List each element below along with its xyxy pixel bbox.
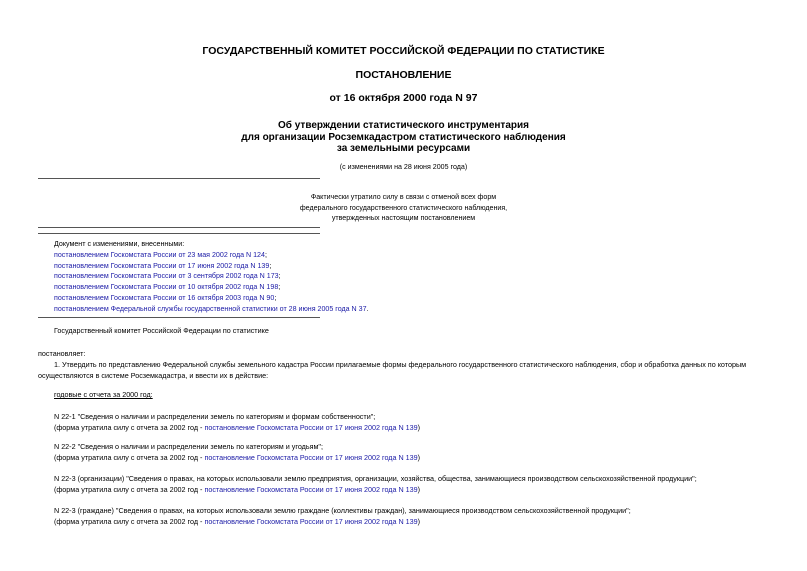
form-note-prefix: (форма утратила силу с отчета за 2002 год - bbox=[54, 485, 205, 494]
document-type: ПОСТАНОВЛЕНИЕ bbox=[355, 69, 452, 81]
form-note-suffix: ) bbox=[417, 453, 421, 462]
form-note bbox=[54, 453, 420, 462]
form-name: N 22-3 (организации) "Сведения о правах, на которых использовали землю предприятия, организации, хозяйства, общества, занимающиеся производством сельскохозяйственной продукции"; bbox=[54, 474, 697, 483]
form-note-prefix: (форма утратила силу с отчета за 2002 год - bbox=[54, 453, 205, 462]
change-item bbox=[54, 261, 369, 272]
status-line: федерального государственного статистического наблюдения, bbox=[299, 203, 508, 212]
status-line: Фактически утратило силу в связи с отменой всех форм bbox=[310, 193, 497, 201]
form-note-link[interactable]: постановление Госкомстата России от 17 июня 2002 года N 139 bbox=[204, 453, 418, 462]
item1-line: 1. Утвердить по представлению Федеральной службы земельного кадастра России прилагаемые формы федерального государственного статистического наблюдения, сбор и обработка данных по которым bbox=[54, 360, 747, 369]
change-item bbox=[54, 271, 369, 282]
change-suffix: ; bbox=[274, 293, 277, 302]
form-note bbox=[54, 485, 420, 494]
changes-block bbox=[54, 239, 369, 315]
change-suffix: ; bbox=[264, 250, 267, 259]
change-link[interactable]: постановлением Госкомстата России от 10 октября 2002 года N 198 bbox=[54, 283, 279, 292]
form-note bbox=[54, 517, 420, 526]
title-line: за земельными ресурсами bbox=[336, 143, 471, 154]
form-note-link[interactable]: постановление Госкомстата России от 17 июня 2002 года N 139 bbox=[204, 485, 418, 494]
form-name: N 22-1 "Сведения о наличии и распределении земель по категориям и формам собственности"; bbox=[54, 412, 376, 421]
divider bbox=[38, 178, 320, 179]
decrees-line: постановляет: bbox=[38, 349, 86, 358]
change-link[interactable]: постановлением Госкомстата России от 3 сентября 2002 года N 173 bbox=[54, 272, 279, 281]
issuing-authority: ГОСУДАРСТВЕННЫЙ КОМИТЕТ РОССИЙСКОЙ ФЕДЕРАЦИИ ПО СТАТИСТИКЕ bbox=[202, 45, 605, 57]
status-line: утвержденных настоящим постановлением bbox=[331, 214, 476, 222]
divider bbox=[38, 227, 320, 228]
form-note-suffix: ) bbox=[417, 517, 421, 526]
change-item bbox=[54, 282, 369, 293]
title-line: для организации Росземкадастром статистического наблюдения bbox=[241, 131, 566, 143]
form-note-link[interactable]: постановление Госкомстата России от 17 июня 2002 года N 139 bbox=[204, 517, 418, 526]
form-note-prefix: (форма утратила силу с отчета за 2002 год - bbox=[54, 517, 205, 526]
change-link[interactable]: постановлением Госкомстата России от 16 октября 2003 года N 90 bbox=[54, 293, 275, 302]
form-note-suffix: ) bbox=[417, 423, 421, 432]
form-note-link[interactable]: постановление Госкомстата России от 17 июня 2002 года N 139 bbox=[204, 423, 418, 432]
change-suffix: . bbox=[366, 304, 369, 313]
change-item bbox=[54, 250, 369, 261]
form-note bbox=[54, 423, 420, 432]
change-item bbox=[54, 293, 369, 304]
change-link[interactable]: постановлением Госкомстата России от 17 июня 2002 года N 139 bbox=[54, 261, 270, 270]
change-suffix: ; bbox=[278, 272, 281, 281]
changes-intro: Документ с изменениями, внесенными: bbox=[54, 240, 185, 248]
change-suffix: ; bbox=[269, 261, 272, 270]
status-note bbox=[0, 192, 807, 224]
form-note-prefix: (форма утратила силу с отчета за 2002 год - bbox=[54, 423, 205, 432]
form-note-suffix: ) bbox=[417, 485, 421, 494]
divider bbox=[38, 233, 320, 234]
change-suffix: ; bbox=[278, 283, 281, 292]
form-name: N 22-2 "Сведения о наличии и распределении земель по категориям и угодьям"; bbox=[54, 442, 323, 451]
change-link[interactable]: постановлением Федеральной службы государственной статистики от 28 июня 2005 года N 37 bbox=[54, 304, 367, 313]
document-title bbox=[0, 120, 807, 155]
change-item bbox=[54, 304, 369, 315]
annual-heading: годовые с отчета за 2000 год: bbox=[54, 390, 153, 399]
divider bbox=[38, 317, 320, 318]
issuer-line: Государственный комитет Российской Федерации по статистике bbox=[54, 326, 269, 335]
amendment-note: (с изменениями на 28 июня 2005 года) bbox=[339, 163, 468, 171]
document-date-number: от 16 октября 2000 года N 97 bbox=[329, 92, 478, 104]
item1-line: осуществляются в системе Росземкадастра, и ввести их в действие: bbox=[38, 371, 269, 380]
change-link[interactable]: постановлением Госкомстата России от 23 мая 2002 года N 124 bbox=[54, 250, 265, 259]
title-line: Об утверждении статистического инструментария bbox=[278, 120, 529, 131]
form-name: N 22-3 (граждане) "Сведения о правах, на которых использовали землю граждане (коллективы граждан), занимающиеся производством сельскохозяйственной продукции"; bbox=[54, 506, 631, 515]
